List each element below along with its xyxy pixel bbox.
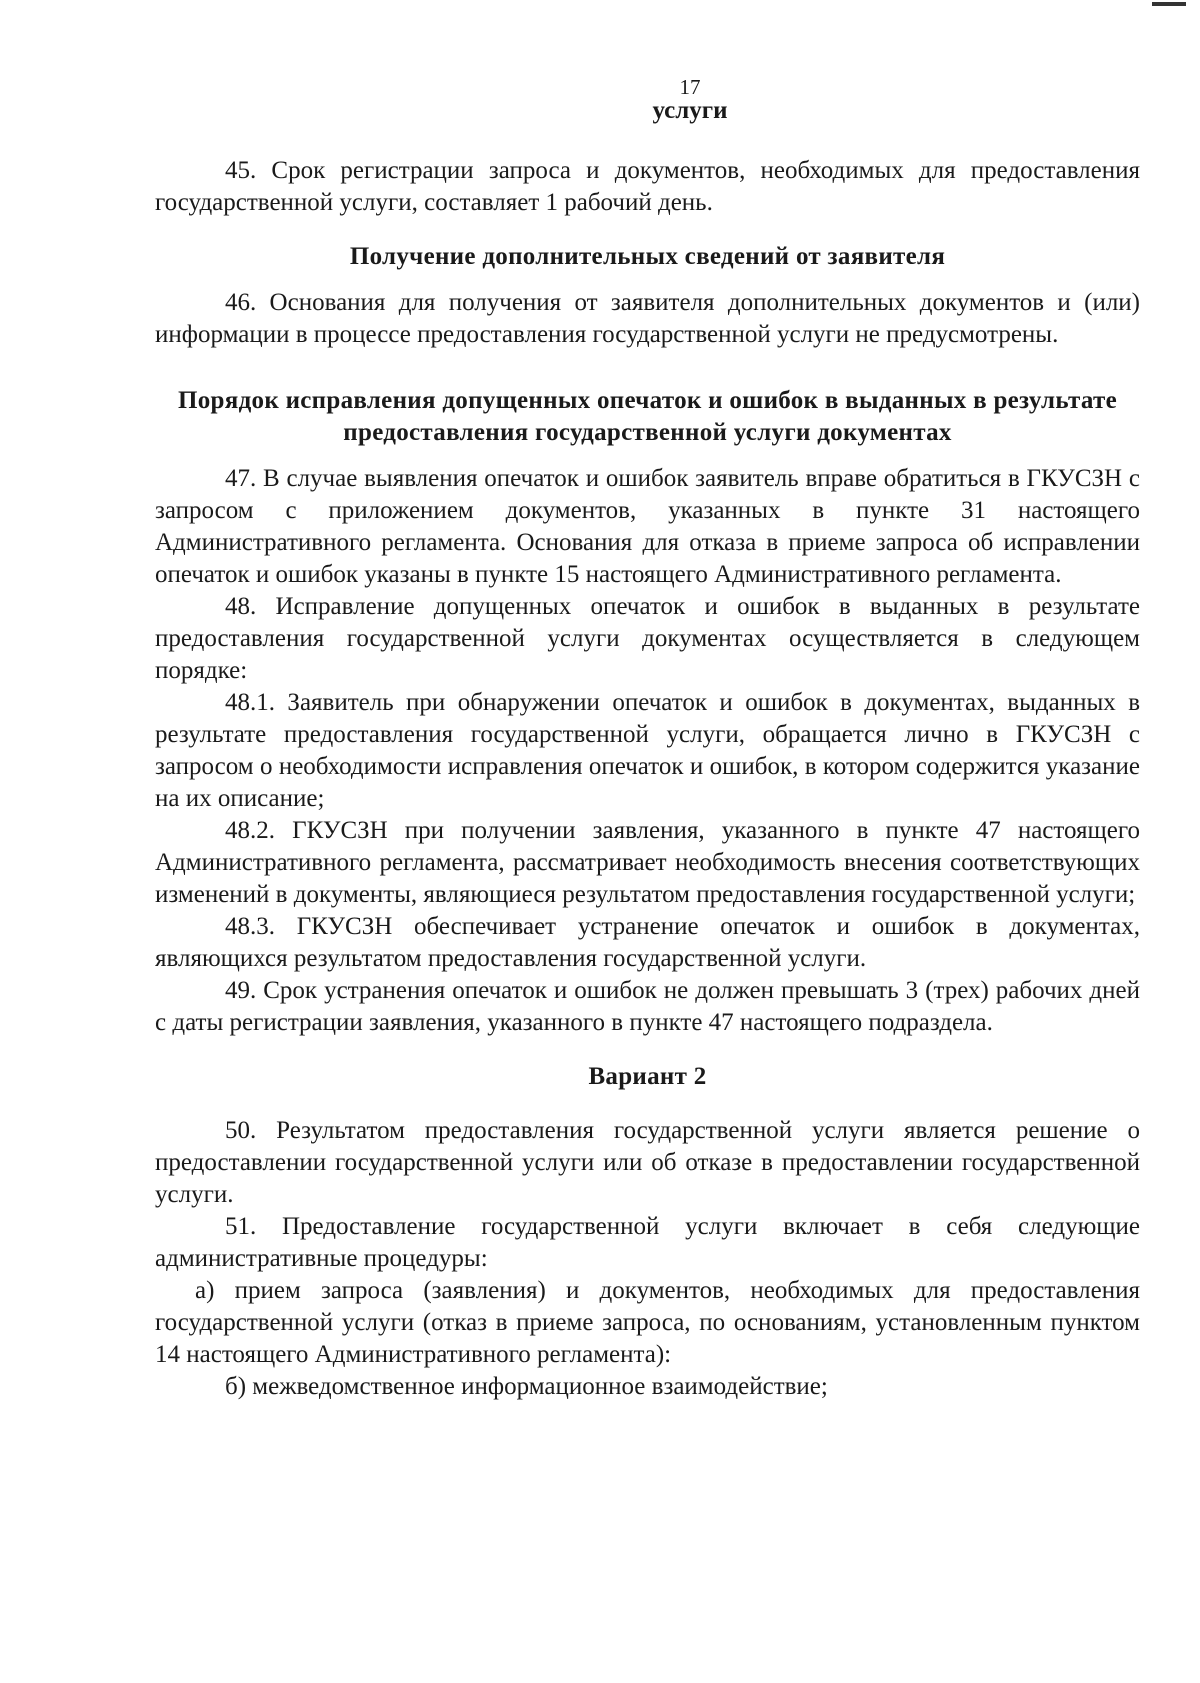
page-number: 17 [679,75,701,99]
paragraph-49: 49. Срок устранения опечаток и ошибок не должен превышать 3 (трех) рабочих дней с даты регистрации заявления, указанного в пункте 47 настоящего подраздела. [155,977,1140,1036]
paragraph-48-2: 48.2. ГКУСЗН при получении заявления, указанного в пункте 47 настоящего Административного регламента, рассматривает необходимость внесения соответствующих изменений в документы, являющиеся результатом предоставления государственной услуги; [155,817,1140,908]
continued-heading-fragment: услуги [652,97,728,124]
document-body [155,155,1140,1403]
paragraph-51-a: а) прием запроса (заявления) и документов, необходимых для предоставления государственной услуги (отказ в приеме запроса, по основаниям, установленным пунктом 14 настоящего Административного регламента): [155,1277,1140,1368]
heading-additional-info: Получение дополнительных сведений от заявителя [349,243,946,270]
paragraph-48-3: 48.3. ГКУСЗН обеспечивает устранение опечаток и ошибок в документах, являющихся результатом предоставления государственной услуги. [155,913,1140,972]
paragraph-45: 45. Срок регистрации запроса и документов, необходимых для предоставления государственной услуги, составляет 1 рабочий день. [155,157,1140,216]
paragraph-51-b: б) межведомственное информационное взаимодействие; [225,1373,828,1400]
paragraph-48: 48. Исправление допущенных опечаток и ошибок в выданных в результате предоставления государственной услуги документах осуществляется в следующем порядке: [155,593,1140,684]
paragraph-47: 47. В случае выявления опечаток и ошибок заявитель вправе обратиться в ГКУСЗН с запросом с приложением документов, указанных в пункте 31 настоящего Административного регламента. Основания для отказа в приеме запроса об исправлении опечаток и ошибок указаны в пункте 15 настоящего Административного регламента. [155,465,1140,588]
paragraph-48-1: 48.1. Заявитель при обнаружении опечаток и ошибок в документах, выданных в результате предоставления государственной услуги, обращается лично в ГКУСЗН с запросом о необходимости исправления опечаток и ошибок, в котором содержится указание на их описание; [155,689,1140,812]
heading-corrections: Порядок исправления допущенных опечаток и ошибок в выданных в результате предоставления государственной услуги документах [178,387,1117,446]
paragraph-50: 50. Результатом предоставления государственной услуги является решение о предоставлении государственной услуги или об отказе в предоставлении государственной услуги. [155,1117,1140,1208]
heading-variant-2: Вариант 2 [588,1063,707,1090]
scan-corner-mark [1152,2,1186,6]
paragraph-46: 46. Основания для получения от заявителя дополнительных документов и (или) информации в процессе предоставления государственной услуги не предусмотрены. [155,289,1140,348]
paragraph-51: 51. Предоставление государственной услуги включает в себя следующие административные процедуры: [155,1213,1140,1272]
